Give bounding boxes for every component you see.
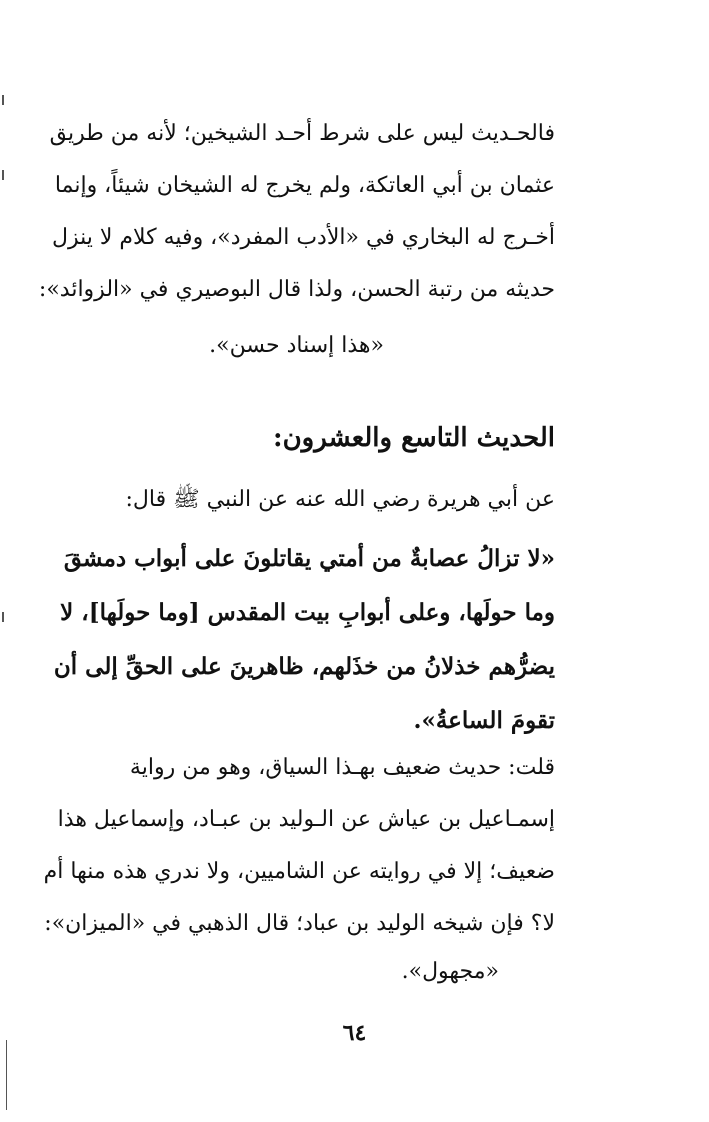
text-line: إسمـاعيل بن عياش عن الـوليد بن عبـاد، وإسماعيل هذا (57, 807, 555, 832)
page-number: ٦٤ (342, 1020, 367, 1046)
quote-2: «مجهول». (401, 959, 499, 984)
text-line: يضرُّهم خذلانُ من خذَلهم، ظاهرينَ على الحقِّ إلى أن (53, 653, 555, 680)
scan-edge-mark (2, 170, 4, 180)
text-line: «لا تزالُ عصابةٌ من أمتي يقاتلونَ على أبواب دمشقَ (63, 545, 555, 572)
hadith-text (53, 532, 555, 748)
text-line: أخـرج له البخاري في «الأدب المفرد»، وفيه كلام لا ينزل (51, 225, 555, 250)
scan-edge-mark (2, 612, 4, 622)
text-line: قلت: حديث ضعيف بهـذا السياق، وهو من رواية (129, 755, 555, 780)
text-line: لا؟ فإن شيخه الوليد بن عباد؛ قال الذهبي في «الميزان»: (44, 911, 555, 936)
section-heading: الحديث التاسع والعشرون: (272, 423, 555, 453)
text-line: وما حولَها، وعلى أبوابِ بيت المقدس [وما حولَها]، لا (60, 599, 555, 626)
quote-1: «هذا إسناد حسن». (209, 333, 384, 358)
text-line: ضعيف؛ إلا في روايته عن الشاميين، ولا ندري هذه منها أم (43, 859, 555, 884)
text-line: حديثه من رتبة الحسن، ولذا قال البوصيري في «الزوائد»: (38, 277, 555, 302)
scan-edge-mark (6, 1040, 7, 1110)
paragraph-2 (43, 742, 555, 950)
paragraph-1 (38, 108, 555, 316)
scan-edge-mark (2, 95, 4, 105)
text-line: فالحـديث ليس على شرط أحـد الشيخين؛ لأنه من طريق (49, 121, 555, 146)
text-line: عثمان بن أبي العاتكة، ولم يخرج له الشيخان شيئاً، وإنما (54, 173, 555, 198)
hadith-intro: عن أبي هريرة رضي الله عنه عن النبي ﷺ قال: (125, 487, 555, 512)
text-line: تقومَ الساعةُ». (413, 707, 555, 734)
